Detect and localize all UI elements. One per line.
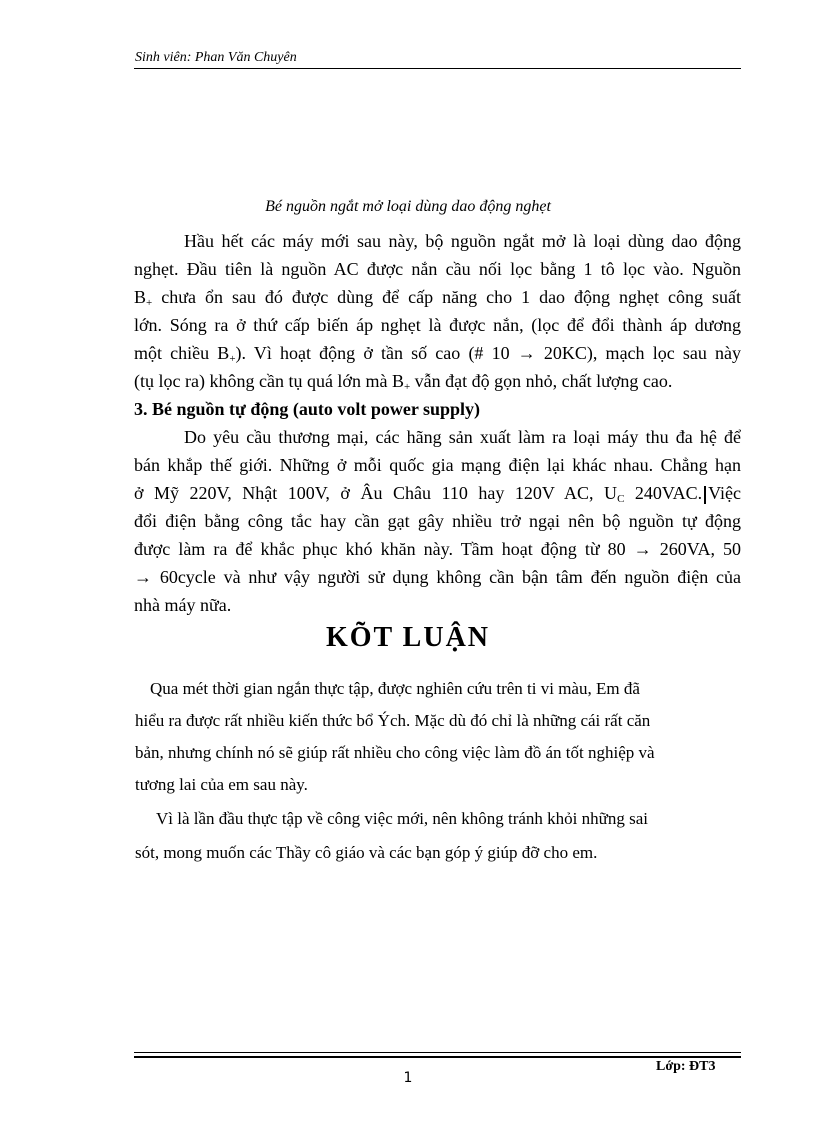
text-line: sót, mong muốn các Thầy cô giáo và các bạn góp ý giúp đỡ cho em. [135, 843, 598, 862]
footer-rule [134, 1052, 741, 1053]
text-line: một chiều $B_+$). Vì hoạt động ở tần số cao (# 10 → 20KC), mạch lọc sau này [134, 343, 741, 365]
figure-caption: Bé nguồn ngắt mở loại dùng dao động nghẹt [265, 198, 551, 215]
text-line: Qua mét thời gian ngắn thực tập, được nghiên cứu trên ti vi màu, Em đã [150, 679, 640, 698]
text-line: lớn. Sóng ra ở thứ cấp biến áp nghẹt là được nắn, (lọc để đổi thành áp dương [134, 315, 741, 335]
text-line: đổi điện bằng công tắc hay cần gạt gây nhiều trở ngại nên bộ nguồn tự động [134, 511, 741, 531]
text-line: ở Mỹ 220V, Nhật 100V, ở Âu Châu 110 hay 120V AC, $U_C$ 240VAC. Việc [134, 483, 742, 505]
text-line: hiểu ra được rất nhiều kiến thức bổ Ých. Mặc dù đó chỉ là những cái rất căn [135, 711, 651, 730]
header-rule [134, 68, 741, 69]
text-line: nghẹt. Đầu tiên là nguồn AC được nắn cầu nối lọc bằng 1 tô lọc vào. Nguồn [134, 259, 741, 279]
text-line: nhà máy nữa. [134, 595, 232, 615]
page-number: 1 [403, 1070, 413, 1086]
section-heading: 3. Bé nguồn tự động (auto volt power supply) [134, 399, 481, 419]
text-line: Do yêu cầu thương mại, các hãng sản xuất làm ra loại máy thu đa hệ để [184, 427, 741, 447]
text-line: (tụ lọc ra) không cần tụ quá lớn mà $B_+$ vẫn đạt độ gọn nhỏ, chất lượng cao. [134, 371, 673, 393]
footer-class-label: Lớp: ĐT3 [656, 1059, 716, 1074]
text-line: bán khắp thế giới. Những ở mỗi quốc gia mạng điện lại khác nhau. Chẳng hạn [134, 455, 741, 475]
conclusion-title: KÕT LUẬN [325, 622, 491, 653]
text-line: được làm ra để khắc phục khó khăn này. Tầm hoạt động từ 80 → 260VA, 50 [134, 539, 741, 559]
footer-rule [134, 1056, 741, 1058]
text-cursor [704, 486, 706, 504]
text-line: → 60cycle và như vậy người sử dụng không cần bận tâm đến nguồn điện của [134, 567, 741, 587]
text-line: $B_+$ chưa ổn sau đó được dùng để cấp năng cho 1 dao động nghẹt công suất [134, 287, 741, 309]
header-author: Sinh viên: Phan Văn Chuyên [135, 50, 297, 65]
text-line: Vì là lần đầu thực tập về công việc mới, nên không tránh khỏi những sai [156, 809, 648, 828]
text-line: Hầu hết các máy mới sau này, bộ nguồn ngắt mở là loại dùng dao động [184, 231, 741, 251]
text-line: bản, nhưng chính nó sẽ giúp rất nhiều cho công việc làm đồ án tốt nghiệp và [135, 743, 655, 762]
text-line: tương lai của em sau này. [135, 775, 308, 794]
